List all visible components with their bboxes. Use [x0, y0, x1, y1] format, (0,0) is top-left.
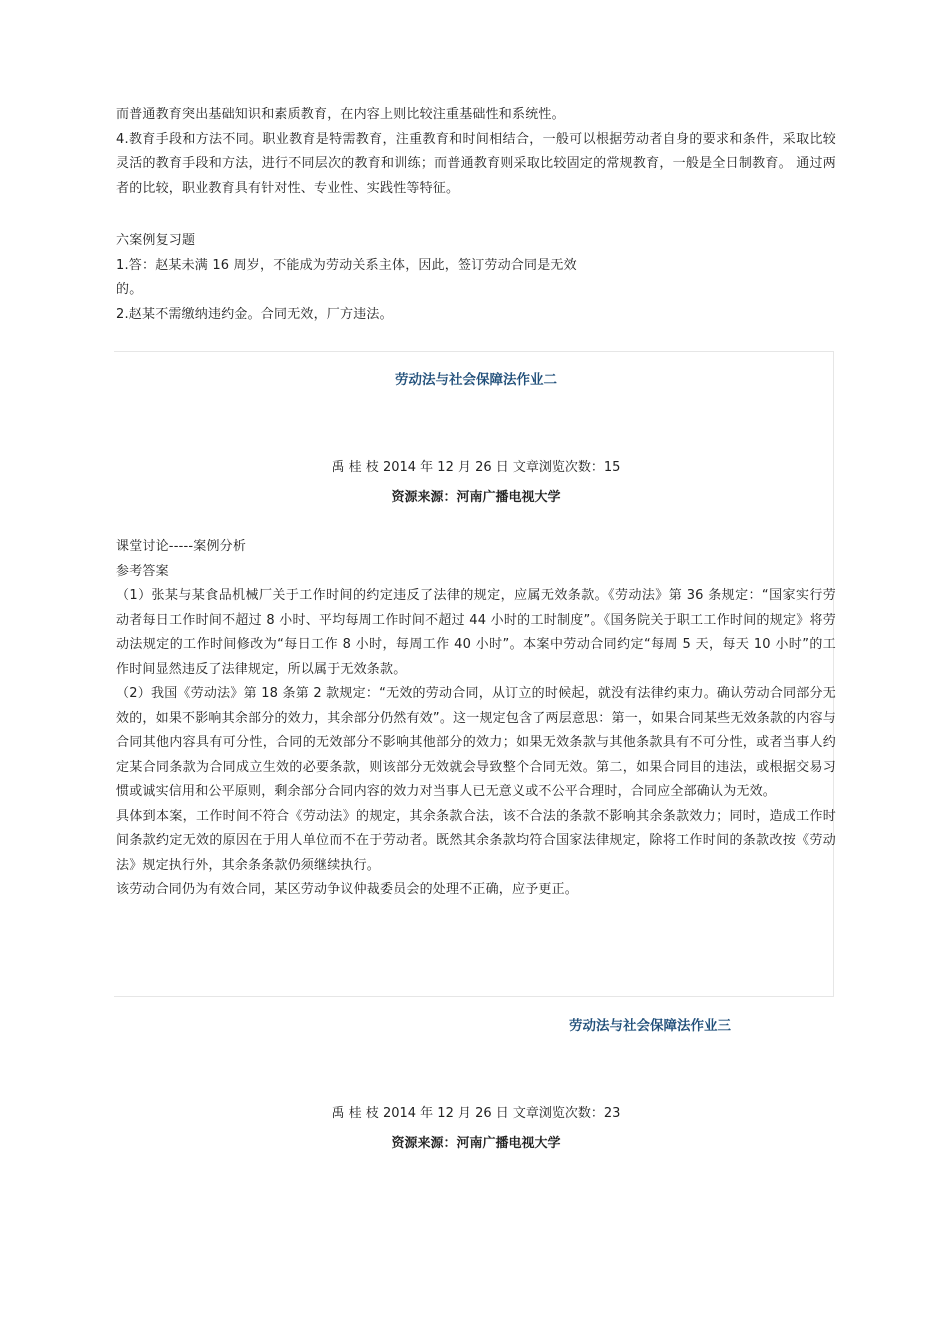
case-review-section — [116, 229, 836, 327]
top-text-section — [116, 103, 836, 201]
paragraph: 该劳动合同仍为有效合同，某区劳动争议仲裁委员会的处理不正确，应予更正。 — [116, 882, 579, 897]
paragraph: 课堂讨论-----案例分析 — [116, 539, 247, 554]
article-2-title-link[interactable]: 劳动法与社会保障法作业二 — [395, 372, 557, 388]
paragraph: 而普通教育突出基础知识和素质教育，在内容上则比较注重基础性和系统性。 — [116, 107, 565, 122]
paragraph: 4.教育手段和方法不同。职业教育是特需教育，注重教育和时间相结合，一般可以根据劳动者自身的要求和条件，采取比较灵活的教育手段和方法，进行不同层次的教育和训练；而普通教育则采取比较固定的常规教育，一般是全日制教育。 通过两者的比较，职业教育具有针对性、专业性、实践性等特征。 — [116, 131, 836, 196]
article-2-source: 资源来源：河南广播电视大学 — [391, 490, 561, 505]
section-heading: 六案例复习题 — [116, 233, 196, 248]
answer-2: 2.赵某不需缴纳违约金。合同无效，厂方违法。 — [116, 306, 393, 322]
article-3-source: 资源来源：河南广播电视大学 — [391, 1136, 561, 1151]
paragraph: （1）张某与某食品机械厂关于工作时间的约定违反了法律的规定，应属无效条款。《劳动法》第 36 条规定：“国家实行劳动者每日工作时间不超过 8 小时、平均每周工作时间不超过 44 小时的工时制度”。《国务院关于职工工作时间的规定》将劳动法规定的工作时间修改为“每日工作 8 小时，每周工作 40 小时”。本案中劳动合同约定“每周 5 天，每天 10 小时”的工作时间显然违反了法律规定，所以属于无效条款。 — [116, 588, 836, 677]
paragraph: （2）我国《劳动法》第 18 条第 2 款规定：“无效的劳动合同，从订立的时候起，就没有法律约束力。确认劳动合同部分无效的，如果不影响其余部分的效力，其余部分仍然有效”。这一规定包含了两层意思：第一，如果合同某些无效条款的内容与合同其他内容具有可分性，合同的无效部分不影响其他部分的效力；如果无效条款与其他条款具有不可分性，或者当事人约定某合同条款为合同成立生效的必要条款，则该部分无效就会导致整个合同无效。第二，如果合同目的违法，或根据交易习惯或诚实信用和公平原则，剩余部分合同内容的效力对当事人已无意义或不公平合理时，合同应全部确认为无效。 — [116, 686, 836, 799]
paragraph: 参考答案 — [116, 563, 169, 579]
paragraph: 具体到本案，工作时间不符合《劳动法》的规定，其余条款合法，该不合法的条款不影响其余条款效力；同时，造成工作时间条款约定无效的原因在于用人单位而不在于劳动者。既然其余条款均符合国家法律规定，除将工作时间的条款改按《劳动法》规定执行外，其余条条款仍须继续执行。 — [116, 808, 836, 873]
answer-1-line-2: 的。 — [116, 282, 143, 297]
article-3-meta: 禹 桂 枝 2014 年 12 月 26 日 文章浏览次数：23 — [331, 1106, 621, 1121]
article-2-meta: 禹 桂 枝 2014 年 12 月 26 日 文章浏览次数：15 — [331, 460, 621, 475]
article-3-title-link[interactable]: 劳动法与社会保障法作业三 — [569, 1018, 731, 1034]
article-2-body — [116, 535, 836, 903]
answer-1-line-1: 1.答：赵某未满 16 周岁，不能成为劳动关系主体，因此，签订劳动合同是无效 — [116, 257, 577, 273]
